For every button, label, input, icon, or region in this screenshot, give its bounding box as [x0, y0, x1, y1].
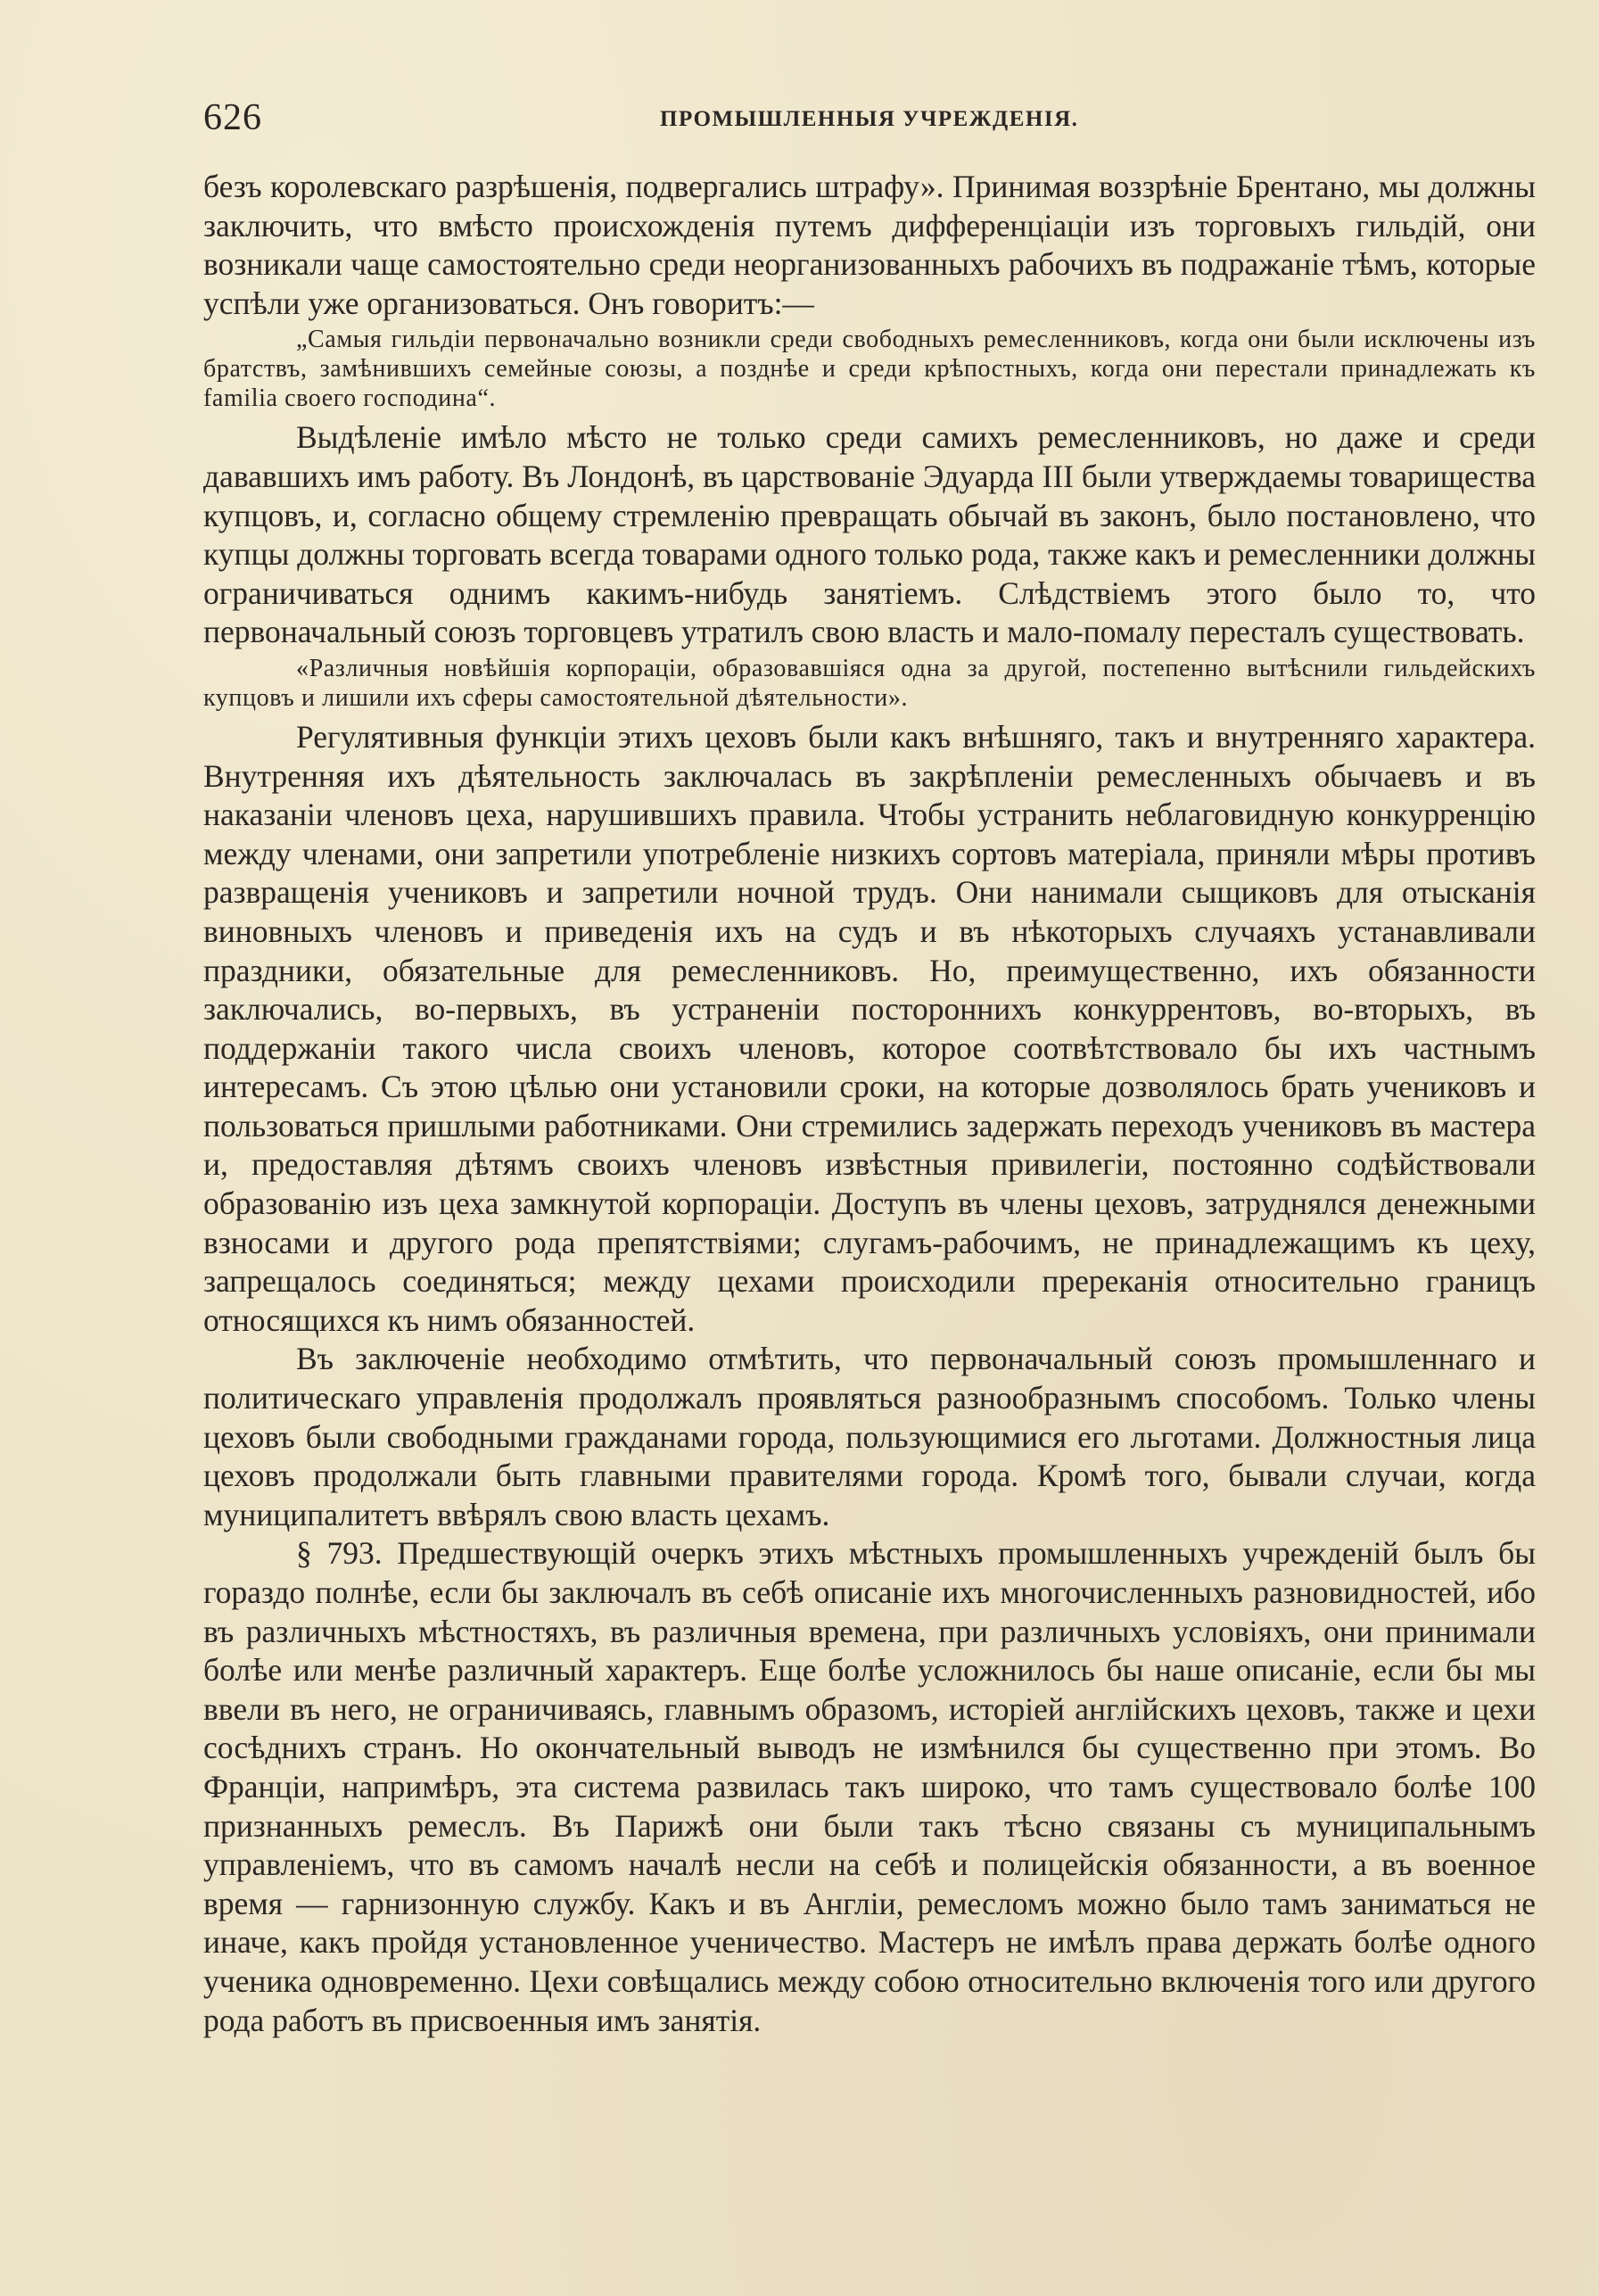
paragraph: безъ королевскаго разрѣшенія, подвергались штрафу». Принимая воззрѣніе Брентано, мы должны заключить, что вмѣсто происхожденія путемъ дифференціаціи изъ торговыхъ гильдій, они возникали чаще самостоятельно среди неорганизованныхъ рабочихъ въ подражаніе тѣмъ, которые успѣли уже организоваться. Онъ говоритъ:— [203, 169, 1536, 321]
paragraph-section-793: § 793. Предшествующій очеркъ этихъ мѣстныхъ промышленныхъ учрежденій былъ бы гораздо полнѣе, если бы заключалъ въ себѣ описаніе ихъ многочисленныхъ разновидностей, ибо въ различныхъ мѣстностяхъ, въ различныя времена, при различныхъ условіяхъ, они принимали болѣе или менѣе различный характеръ. Еще болѣе усложнилось бы наше описаніе, если бы мы ввели въ него, не ограничиваясь, главнымъ образомъ, исторіей англійскихъ цеховъ, также и цехи сосѣднихъ странъ. Но окончательный выводъ не измѣнился бы существенно при этомъ. Во Франціи, напримѣръ, эта система развилась такъ широко, что тамъ существовало болѣе 100 признанныхъ ремеслъ. Въ Парижѣ они были такъ тѣсно связаны съ муниципальнымъ управленіемъ, что въ самомъ началѣ несли на себѣ и полицейскія обязанности, а въ военное время — гарнизонную службу. Какъ и въ Англіи, ремесломъ можно было тамъ заниматься не иначе, какъ пройдя установленное ученичество. Мастеръ не имѣлъ права держать болѣе одного ученика одновременно. Цехи совѣщались между собою относительно включенія того или другого рода работъ въ присвоенныя имъ занятія. [203, 1535, 1536, 2038]
page-number: 626 [203, 97, 262, 138]
body-text [203, 168, 1536, 2040]
paragraph: Выдѣленіе имѣло мѣсто не только среди самихъ ремесленниковъ, но даже и среди дававшихъ имъ работу. Въ Лондонѣ, въ царствованіе Эдуарда III были утверждаемы товарищества купцовъ, и, согласно общему стремленію превращать обычай въ законъ, было постановлено, что купцы должны торговать всегда товарами одного только рода, также какъ и ремесленники должны ограничиваться однимъ какимъ-нибудь занятіемъ. Слѣдствіемъ этого было то, что первоначальный союзъ торговцевъ утратилъ свою власть и мало-помалу пересталъ существовать. [203, 419, 1536, 650]
paragraph: Регулятивныя функціи этихъ цеховъ были какъ внѣшняго, такъ и внутренняго характера. Внутренняя ихъ дѣятельность заключалась въ закрѣпленіи ремесленныхъ обычаевъ и въ наказаніи членовъ цеха, нарушившихъ правила. Чтобы устранить неблаговидную конкурренцію между членами, они запретили употребленіе низкихъ сортовъ матеріала, приняли мѣры противъ развращенія учениковъ и запретили ночной трудъ. Они нанимали сыщиковъ для отысканія виновныхъ членовъ и приведенія ихъ на судъ и въ нѣкоторыхъ случаяхъ устанавливали праздники, обязательные для ремесленниковъ. Но, преимущественно, ихъ обязанности заключались, во-первыхъ, въ устраненіи постороннихъ конкуррентовъ, во-вторыхъ, въ поддержаніи такого числа своихъ членовъ, которое соотвѣтствовало бы ихъ частнымъ интересамъ. Съ этою цѣлью они установили сроки, на которые дозволялось брать учениковъ и пользоваться пришлыми работниками. Они стремились задержать переходъ учениковъ въ мастера и, предоставляя дѣтямъ своихъ членовъ извѣстныя привилегіи, постоянно содѣйствовали образованію изъ цеха замкнутой корпораціи. Доступъ въ члены цеховъ, затруднялся денежными взносами и другого рода препятствіями; слугамъ-рабочимъ, не принадлежащимъ къ цеху, запрещалось соединяться; между цехами происходили пререканія относительно границъ относящихся къ нимъ обязанностей. [203, 718, 1536, 1338]
page-header [203, 96, 1389, 150]
block-quote: «Различныя новѣйшія корпораціи, образовавшіяся одна за другой, постепенно вытѣснили гильдейскихъ купцовъ и лишили ихъ сферы самостоятельной дѣятельности». [203, 654, 1536, 712]
running-title: ПРОМЫШЛЕННЫЯ УЧРЕЖДЕНІЯ. [660, 107, 1079, 131]
block-quote: „Самыя гильдіи первоначально возникли среди свободныхъ ремесленниковъ, когда они были исключены изъ братствъ, замѣнившихъ семейные союзы, а позднѣе и среди крѣпостныхъ, когда они перестали принадлежать къ familia своего господина“. [203, 326, 1536, 413]
paragraph: Въ заключеніе необходимо отмѣтить, что первоначальный союзъ промышленнаго и политическаго управленія продолжалъ проявляться разнообразнымъ способомъ. Только члены цеховъ были свободными гражданами города, пользующимися его льготами. Должностныя лица цеховъ продолжали быть главными правителями города. Кромѣ того, бывали случаи, когда муниципалитетъ ввѣрялъ свою власть цехамъ. [203, 1341, 1536, 1532]
